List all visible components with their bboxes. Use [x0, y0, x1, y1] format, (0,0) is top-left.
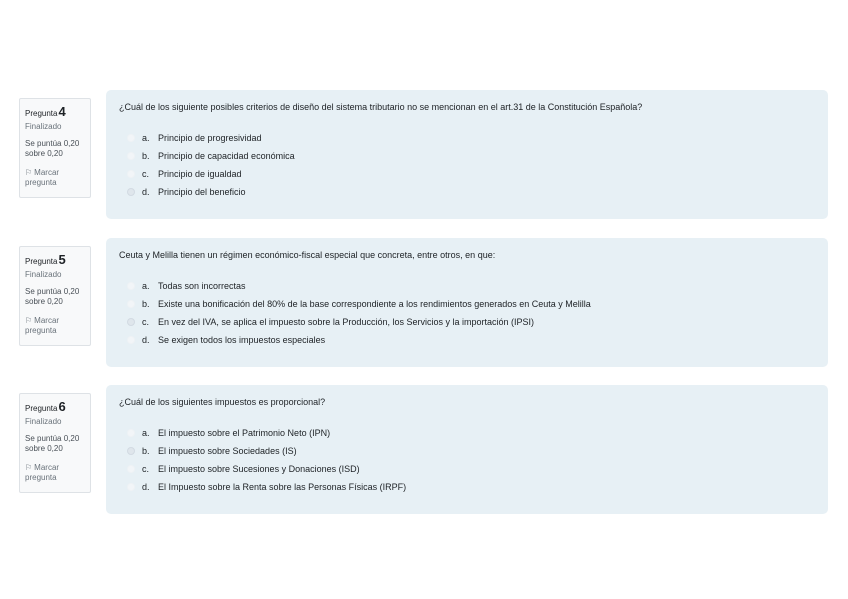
question-state: Finalizado [25, 270, 62, 279]
question-grade: Se puntúa 0,20 sobre 0,20 [25, 139, 80, 158]
flag-icon: ⚐ [25, 316, 33, 325]
question-number-value: 4 [58, 104, 66, 119]
answer-letter: c. [142, 464, 150, 474]
question-content [106, 238, 828, 367]
question-number-value: 6 [58, 399, 66, 414]
answer-option[interactable] [119, 442, 816, 460]
answer-option[interactable] [119, 331, 816, 349]
question-number [25, 252, 86, 267]
question-text: Ceuta y Melilla tienen un régimen económico-fiscal especial que concreta, entre otros, en que: [119, 250, 496, 260]
answer-letter: d. [142, 187, 150, 197]
answer-option[interactable] [119, 129, 816, 147]
answer-list [119, 424, 816, 496]
question-number-value: 5 [58, 252, 66, 267]
answer-letter: c. [142, 317, 150, 327]
answer-radio[interactable] [127, 483, 135, 491]
question-content [106, 90, 828, 219]
question-grade: Se puntúa 0,20 sobre 0,20 [25, 287, 80, 306]
answer-radio[interactable] [127, 300, 135, 308]
answer-letter: d. [142, 335, 150, 345]
flag-icon: ⚐ [25, 168, 33, 177]
answer-list [119, 277, 816, 349]
question-info [19, 393, 91, 493]
question-label: Pregunta [25, 257, 58, 266]
answer-letter: d. [142, 482, 150, 492]
answer-letter: a. [142, 281, 150, 291]
answer-option[interactable] [119, 424, 816, 442]
flag-question-link[interactable] [25, 168, 86, 188]
question-info [19, 246, 91, 346]
question-label: Pregunta [25, 109, 58, 118]
question-number [25, 104, 86, 119]
question-info [19, 98, 91, 198]
question-text: ¿Cuál de los siguientes impuestos es proporcional? [119, 397, 326, 407]
answer-option[interactable] [119, 313, 816, 331]
answer-letter: a. [142, 133, 150, 143]
answer-option[interactable] [119, 183, 816, 201]
question-state: Finalizado [25, 417, 62, 426]
answer-radio[interactable] [127, 336, 135, 344]
answer-option[interactable] [119, 147, 816, 165]
answer-radio[interactable] [127, 188, 135, 196]
flag-question-link[interactable] [25, 316, 86, 336]
answer-letter: b. [142, 446, 150, 456]
answer-text: Principio de progresividad [158, 133, 262, 143]
answer-option[interactable] [119, 295, 816, 313]
answer-letter: c. [142, 169, 150, 179]
answer-text: El Impuesto sobre la Renta sobre las Personas Físicas (IRPF) [158, 482, 407, 492]
question-grade: Se puntúa 0,20 sobre 0,20 [25, 434, 80, 453]
question-state: Finalizado [25, 122, 62, 131]
question-text: ¿Cuál de los siguiente posibles criterios de diseño del sistema tributario no se mencionan en el art.31 de la Constitución Española? [119, 102, 643, 112]
answer-text: El impuesto sobre el Patrimonio Neto (IPN) [158, 428, 331, 438]
answer-text: Principio de igualdad [158, 169, 242, 179]
answer-radio[interactable] [127, 465, 135, 473]
answer-text: Todas son incorrectas [158, 281, 246, 291]
answer-text: Existe una bonificación del 80% de la base correspondiente a los rendimientos generados en Ceuta y Melilla [158, 299, 591, 309]
answer-option[interactable] [119, 277, 816, 295]
answer-radio[interactable] [127, 152, 135, 160]
answer-radio[interactable] [127, 170, 135, 178]
answer-option[interactable] [119, 460, 816, 478]
answer-list [119, 129, 816, 201]
flag-label: Marcar pregunta [25, 316, 60, 335]
flag-label: Marcar pregunta [25, 168, 60, 187]
flag-question-link[interactable] [25, 463, 86, 483]
answer-text: Principio del beneficio [158, 187, 246, 197]
answer-option[interactable] [119, 165, 816, 183]
answer-radio[interactable] [127, 134, 135, 142]
answer-radio[interactable] [127, 282, 135, 290]
question-content [106, 385, 828, 514]
answer-letter: a. [142, 428, 150, 438]
answer-text: El impuesto sobre Sucesiones y Donaciones (ISD) [158, 464, 360, 474]
answer-letter: b. [142, 151, 150, 161]
answer-text: En vez del IVA, se aplica el impuesto sobre la Producción, los Servicios y la importación (IPSI) [158, 317, 535, 327]
flag-label: Marcar pregunta [25, 463, 60, 482]
answer-radio[interactable] [127, 429, 135, 437]
question-label: Pregunta [25, 404, 58, 413]
answer-option[interactable] [119, 478, 816, 496]
answer-radio[interactable] [127, 318, 135, 326]
question-number [25, 399, 86, 414]
flag-icon: ⚐ [25, 463, 33, 472]
answer-text: Principio de capacidad económica [158, 151, 295, 161]
answer-text: El impuesto sobre Sociedades (IS) [158, 446, 297, 456]
answer-text: Se exigen todos los impuestos especiales [158, 335, 326, 345]
answer-letter: b. [142, 299, 150, 309]
answer-radio[interactable] [127, 447, 135, 455]
